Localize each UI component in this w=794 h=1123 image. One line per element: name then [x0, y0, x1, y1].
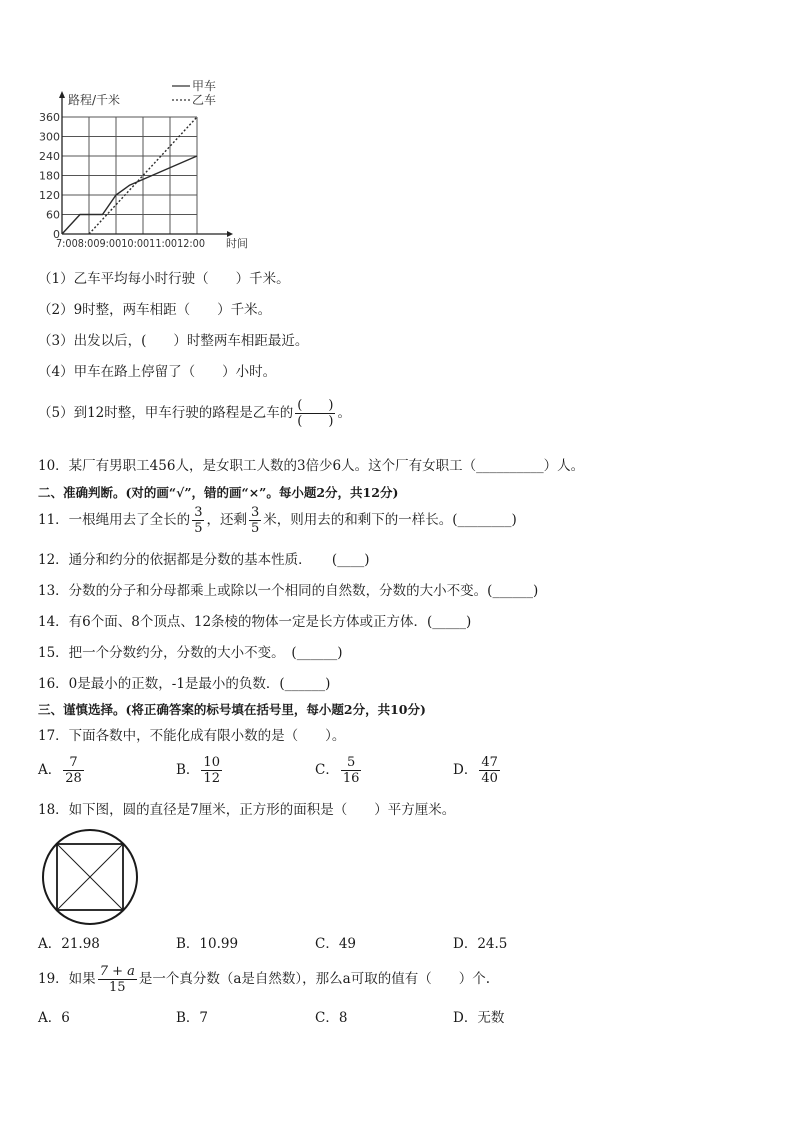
question-15: 15．把一个分数约分，分数的大小不变。 (______) [38, 645, 343, 661]
option-fraction [201, 755, 222, 786]
question-10: 10．某厂有男职工456人，是女职工人数的3倍少6人。这个厂有女职工（__________）人。 [38, 458, 585, 474]
option-fraction [341, 755, 362, 786]
circle-square-figure [40, 827, 140, 927]
fraction-numerator: 5 [346, 755, 356, 770]
option-fraction [63, 755, 84, 786]
q11-text-3: 米，则用去的和剩下的一样长。(________) [263, 512, 517, 528]
q18-option-d: D．24.5 [453, 936, 508, 952]
option-fraction [479, 755, 500, 786]
q19-option-c: C．8 [315, 1010, 348, 1026]
fraction-denominator: 16 [342, 771, 360, 786]
fraction-denominator: 12 [203, 771, 220, 786]
q9-item-5 [38, 398, 351, 429]
legend-label: 乙车 [192, 93, 217, 107]
fraction-numerator: 7 [69, 755, 78, 770]
y-tick-label: 180 [39, 169, 60, 183]
q9-item-5-fraction [295, 398, 335, 429]
q18-option-b: B．10.99 [176, 936, 239, 952]
fraction-numerator: 10 [203, 755, 220, 770]
q9-item-4: （4）甲车在路上停留了（ ）小时。 [38, 364, 277, 380]
question-14: 14．有6个面、8个顶点、12条棱的物体一定是长方体或正方体．(_____) [38, 614, 472, 630]
y-tick-label: 120 [39, 189, 60, 202]
fraction-denominator: 5 [250, 521, 260, 536]
q19-text-2: 是一个真分数（a是自然数），那么a可取的值有（ ）个. [138, 971, 491, 987]
option-label: A． [38, 762, 62, 778]
distance-time-chart [30, 78, 280, 258]
y-axis-arrow [59, 91, 65, 98]
q11-text-1: 11．一根绳用去了全长的 [38, 512, 191, 528]
q11-fraction-2 [249, 505, 261, 536]
q19-text-1: 19．如果 [38, 971, 96, 987]
q9-item-5-end: 。 [337, 405, 351, 421]
section-2-heading: 二、准确判断。(对的画“√”，错的画“×”。每小题2分，共12分) [38, 485, 399, 500]
option-label: D． [453, 762, 478, 778]
q17-option-c [315, 755, 363, 786]
section-3-heading: 三、谨慎选择。(将正确答案的标号填在括号里，每小题2分，共10分) [38, 702, 426, 717]
q9-item-2: （2）9时整，两车相距（ ）千米。 [38, 302, 272, 318]
y-tick-label: 300 [39, 130, 60, 144]
q19-option-d: D．无数 [453, 1010, 505, 1026]
fraction-numerator: 3 [250, 505, 260, 520]
fraction-numerator: 7 + a [99, 964, 135, 979]
q19-option-b: B．7 [176, 1010, 209, 1026]
fraction-denominator: 15 [98, 979, 137, 995]
fraction-denominator: 40 [481, 771, 498, 786]
x-tick-labels: 7:008:009:0010:0011:0012:00 [56, 238, 205, 250]
fraction-numerator: 47 [481, 755, 498, 770]
question-12: 12．通分和约分的依据都是分数的基本性质． (____) [38, 552, 370, 568]
q19-option-a: A．6 [38, 1010, 70, 1026]
y-tick-label: 0 [53, 228, 60, 241]
q18-option-a: A．21.98 [38, 936, 100, 952]
question-17-stem: 17．下面各数中，不能化成有限小数的是（ ）。 [38, 728, 346, 744]
fraction-numerator-blank: ( ) [297, 398, 334, 413]
question-19-stem [38, 964, 490, 995]
fraction-denominator: 5 [194, 521, 203, 536]
fraction-denominator: 28 [65, 771, 82, 786]
q9-item-3: （3）出发以后，( ）时整两车相距最近。 [38, 333, 309, 349]
legend-label: 甲车 [192, 79, 217, 93]
y-tick-label: 60 [46, 208, 60, 222]
chart-grid [62, 117, 197, 234]
question-16: 16．0是最小的正数，-1是最小的负数．(______) [38, 676, 331, 692]
option-label: C． [315, 762, 339, 778]
q17-option-a [38, 755, 86, 786]
q9-item-1: （1）乙车平均每小时行驶（ ）千米。 [38, 271, 290, 287]
question-18-stem: 18．如下图，圆的直径是7厘米，正方形的面积是（ ）平方厘米。 [38, 802, 456, 818]
q11-text-2: ，还剩 [206, 512, 247, 528]
fraction-denominator-blank: ( ) [297, 414, 334, 429]
y-axis-label: 路程/千米 [68, 93, 121, 107]
y-tick-label: 360 [39, 111, 60, 124]
q18-option-c: C．49 [315, 936, 357, 952]
fraction-numerator: 3 [194, 505, 203, 520]
q11-fraction-1 [192, 505, 204, 536]
question-11 [38, 505, 517, 536]
y-tick-label: 240 [39, 150, 60, 163]
x-axis-label: 时间 [226, 237, 248, 250]
question-13: 13．分数的分子和分母都乘上或除以一个相同的自然数，分数的大小不变。(______) [38, 583, 539, 599]
q17-option-b [176, 755, 224, 786]
q17-option-d [453, 755, 502, 786]
option-label: B． [176, 762, 200, 778]
q19-fraction [98, 964, 137, 995]
q9-item-5-text: （5）到12时整，甲车行驶的路程是乙车的 [38, 405, 294, 421]
